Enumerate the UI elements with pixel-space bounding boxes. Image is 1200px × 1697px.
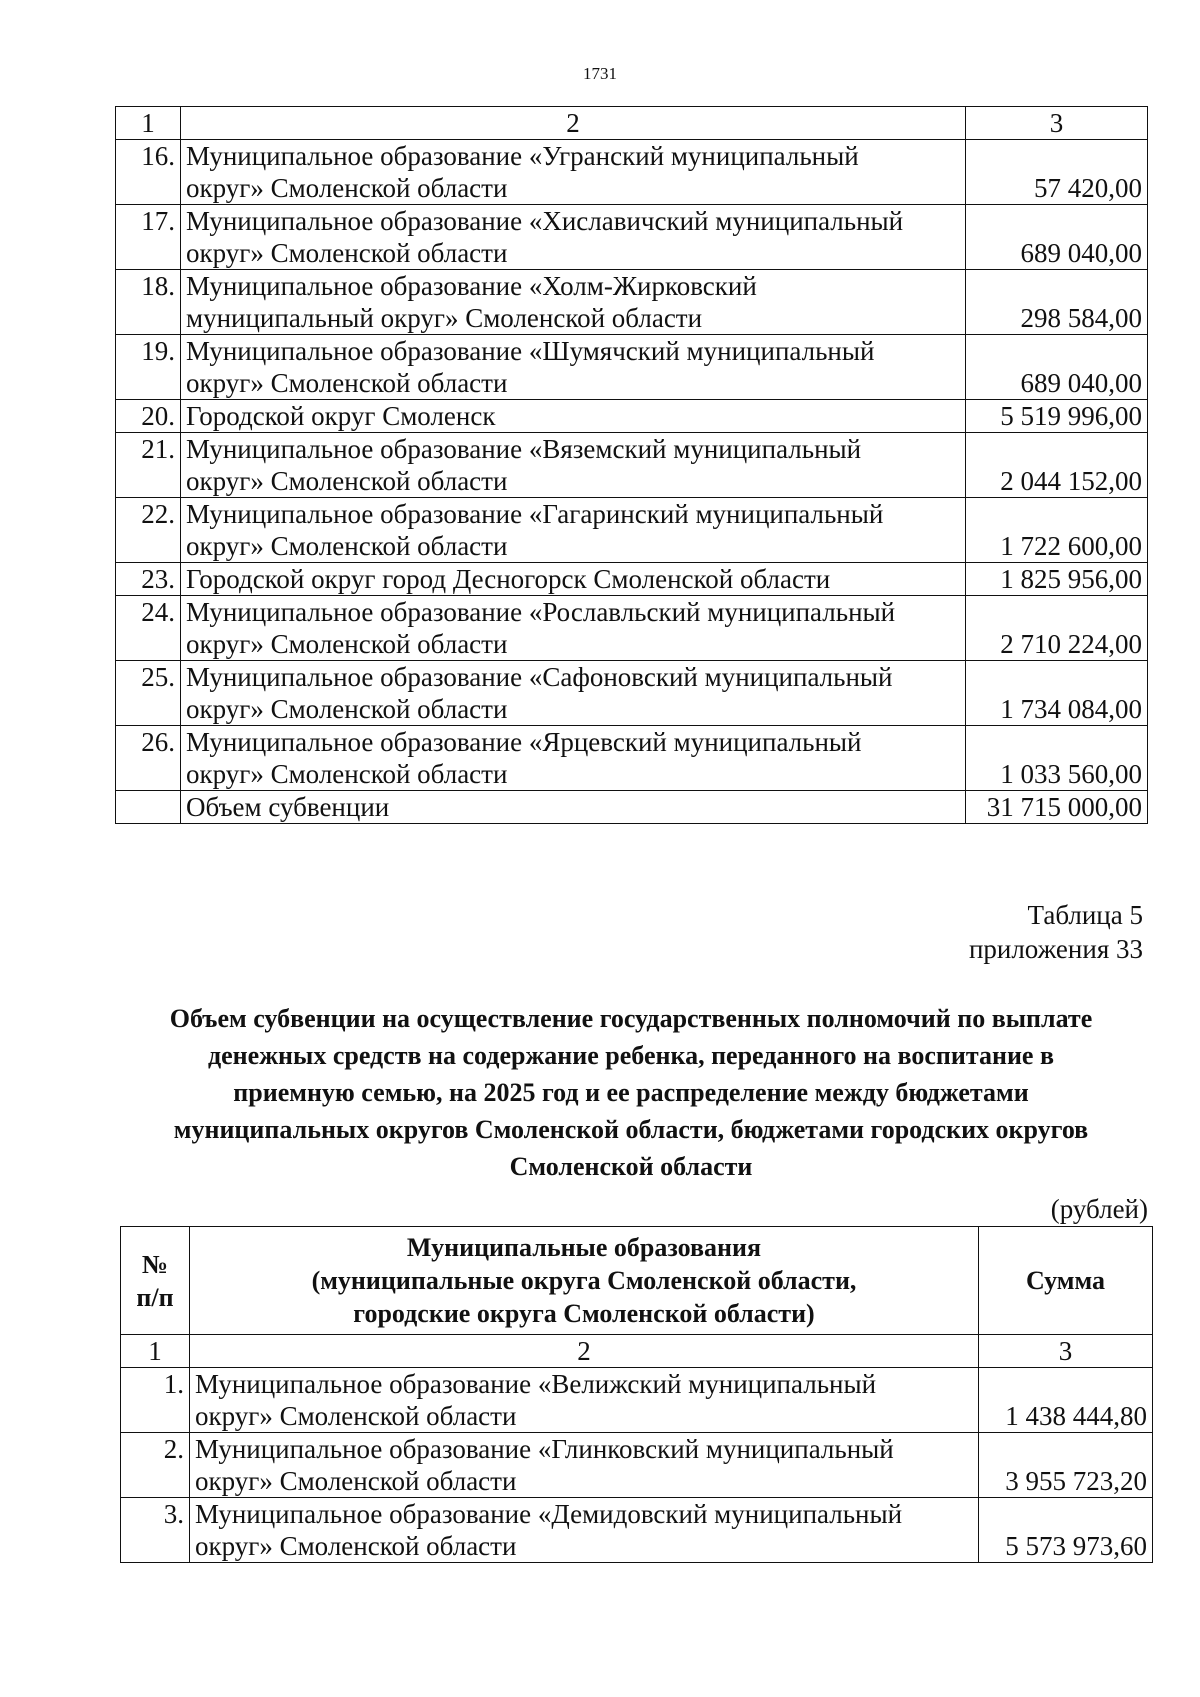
header-line: п/п: [136, 1282, 174, 1312]
municipality-name-line: Городской округ город Десногорск Смоленской области: [186, 564, 831, 594]
table-row: [116, 270, 1148, 335]
table-caption-line: Таблица 5: [1027, 900, 1143, 930]
municipality-name-line: округ» Смоленской области: [186, 629, 508, 659]
municipality-name-line: округ» Смоленской области: [186, 466, 508, 496]
municipality-name-line: округ» Смоленской области: [186, 238, 508, 268]
row-number: 3.: [121, 1498, 190, 1563]
table-caption-line: приложения 33: [968, 934, 1143, 964]
municipality-name-line: округ» Смоленской области: [186, 759, 508, 789]
table-row: [121, 1498, 1153, 1563]
table-row: [116, 433, 1148, 498]
column-number: 2: [181, 107, 966, 140]
municipality-name: [190, 1498, 979, 1563]
title-line: муниципальных округов Смоленской области, бюджетами городских округов: [173, 1115, 1089, 1144]
municipality-name: [181, 140, 966, 205]
subvention-amount: 2 044 152,00: [966, 433, 1148, 498]
top-table-body: [116, 107, 1148, 824]
header-line: (муниципальные округа Смоленской области,: [311, 1266, 857, 1295]
row-number: 21.: [116, 433, 181, 498]
municipality-name: [181, 596, 966, 661]
municipality-name-line: округ» Смоленской области: [195, 1401, 517, 1431]
subvention-amount: 689 040,00: [966, 335, 1148, 400]
municipality-name-line: Муниципальное образование «Вяземский муниципальный: [186, 434, 862, 464]
municipality-name-line: округ» Смоленской области: [186, 173, 508, 203]
municipality-name-line: Муниципальное образование «Глинковский муниципальный: [195, 1434, 894, 1464]
row-number: 17.: [116, 205, 181, 270]
table-row: [116, 205, 1148, 270]
table-row: [116, 140, 1148, 205]
municipality-name-line: Муниципальное образование «Рославльский муниципальный: [186, 597, 896, 627]
municipality-name-line: Муниципальное образование «Шумячский муниципальный: [186, 336, 875, 366]
total-number-cell: [116, 791, 181, 824]
municipality-name: [181, 726, 966, 791]
total-label: Объем субвенции: [181, 791, 966, 824]
municipality-name: [190, 1368, 979, 1433]
table-row: [116, 498, 1148, 563]
municipality-name: [181, 400, 966, 433]
top-table: [115, 106, 1148, 824]
municipality-name-line: Муниципальное образование «Сафоновский муниципальный: [186, 662, 893, 692]
table-row: [116, 596, 1148, 661]
municipality-name-line: Муниципальное образование «Велижский муниципальный: [195, 1369, 877, 1399]
table-row: [116, 661, 1148, 726]
row-number: 25.: [116, 661, 181, 726]
subvention-amount: 689 040,00: [966, 205, 1148, 270]
table-header-row: [121, 1227, 1153, 1335]
header-line: городские округа Смоленской области): [353, 1299, 815, 1328]
header-line: Муниципальные образования: [406, 1233, 762, 1262]
subvention-amount: 2 710 224,00: [966, 596, 1148, 661]
table-row: [121, 1368, 1153, 1433]
column-number: 3: [979, 1335, 1153, 1368]
table-caption: [969, 898, 1143, 966]
municipality-name-line: муниципальный округ» Смоленской области: [186, 303, 703, 333]
column-number: 2: [190, 1335, 979, 1368]
column-number-row: [116, 107, 1148, 140]
column-number: 3: [966, 107, 1148, 140]
municipality-name: [190, 1433, 979, 1498]
municipality-name-line: Муниципальное образование «Хиславичский муниципальный: [186, 206, 904, 236]
row-number: 23.: [116, 563, 181, 596]
row-number: 26.: [116, 726, 181, 791]
municipality-name: [181, 335, 966, 400]
row-number: 20.: [116, 400, 181, 433]
unit-label: (рублей): [1050, 1194, 1148, 1224]
total-amount: 31 715 000,00: [966, 791, 1148, 824]
municipality-name: [181, 270, 966, 335]
municipality-name-line: округ» Смоленской области: [195, 1466, 517, 1496]
table-row: [116, 400, 1148, 433]
municipality-name: [181, 433, 966, 498]
municipality-name-line: округ» Смоленской области: [186, 694, 508, 724]
total-row: [116, 791, 1148, 824]
subvention-amount: 5 519 996,00: [966, 400, 1148, 433]
header-sum: Сумма: [979, 1227, 1153, 1335]
document-title: [115, 1000, 1147, 1185]
municipality-name-line: Муниципальное образование «Ярцевский муниципальный: [186, 727, 862, 757]
municipality-name-line: округ» Смоленской области: [186, 368, 508, 398]
bottom-table: [120, 1226, 1153, 1563]
row-number: 22.: [116, 498, 181, 563]
row-number: 16.: [116, 140, 181, 205]
subvention-amount: 1 438 444,80: [979, 1368, 1153, 1433]
municipality-name: [181, 661, 966, 726]
municipality-name-line: Муниципальное образование «Холм-Жирковский: [186, 271, 757, 301]
row-number: 19.: [116, 335, 181, 400]
table-row: [116, 563, 1148, 596]
subvention-amount: 3 955 723,20: [979, 1433, 1153, 1498]
row-number: 18.: [116, 270, 181, 335]
bottom-table-body: [121, 1335, 1153, 1563]
municipality-name-line: Городской округ Смоленск: [186, 401, 496, 431]
table-row: [116, 335, 1148, 400]
column-number: 1: [121, 1335, 190, 1368]
row-number: 24.: [116, 596, 181, 661]
header-municipalities: [190, 1227, 979, 1335]
table-row: [116, 726, 1148, 791]
municipality-name-line: Муниципальное образование «Демидовский муниципальный: [195, 1499, 903, 1529]
title-line: приемную семью, на 2025 год и ее распределение между бюджетами: [233, 1078, 1029, 1107]
column-number: 1: [116, 107, 181, 140]
header-line: №: [141, 1249, 169, 1279]
municipality-name: [181, 563, 966, 596]
header-number: [121, 1227, 190, 1335]
subvention-amount: 5 573 973,60: [979, 1498, 1153, 1563]
subvention-amount: 1 722 600,00: [966, 498, 1148, 563]
row-number: 1.: [121, 1368, 190, 1433]
municipality-name-line: Муниципальное образование «Гагаринский муниципальный: [186, 499, 884, 529]
column-number-row: [121, 1335, 1153, 1368]
subvention-amount: 57 420,00: [966, 140, 1148, 205]
subvention-amount: 298 584,00: [966, 270, 1148, 335]
row-number: 2.: [121, 1433, 190, 1498]
subvention-amount: 1 734 084,00: [966, 661, 1148, 726]
municipality-name-line: Муниципальное образование «Угранский муниципальный: [186, 141, 859, 171]
title-line: Смоленской области: [509, 1152, 753, 1181]
municipality-name-line: округ» Смоленской области: [195, 1531, 517, 1561]
subvention-amount: 1 825 956,00: [966, 563, 1148, 596]
subvention-amount: 1 033 560,00: [966, 726, 1148, 791]
table-row: [121, 1433, 1153, 1498]
title-line: Объем субвенции на осуществление государственных полномочий по выплате: [169, 1004, 1093, 1033]
municipality-name: [181, 205, 966, 270]
page-number: 1731: [583, 64, 617, 83]
municipality-name-line: округ» Смоленской области: [186, 531, 508, 561]
title-line: денежных средств на содержание ребенка, переданного на воспитание в: [207, 1041, 1054, 1070]
municipality-name: [181, 498, 966, 563]
